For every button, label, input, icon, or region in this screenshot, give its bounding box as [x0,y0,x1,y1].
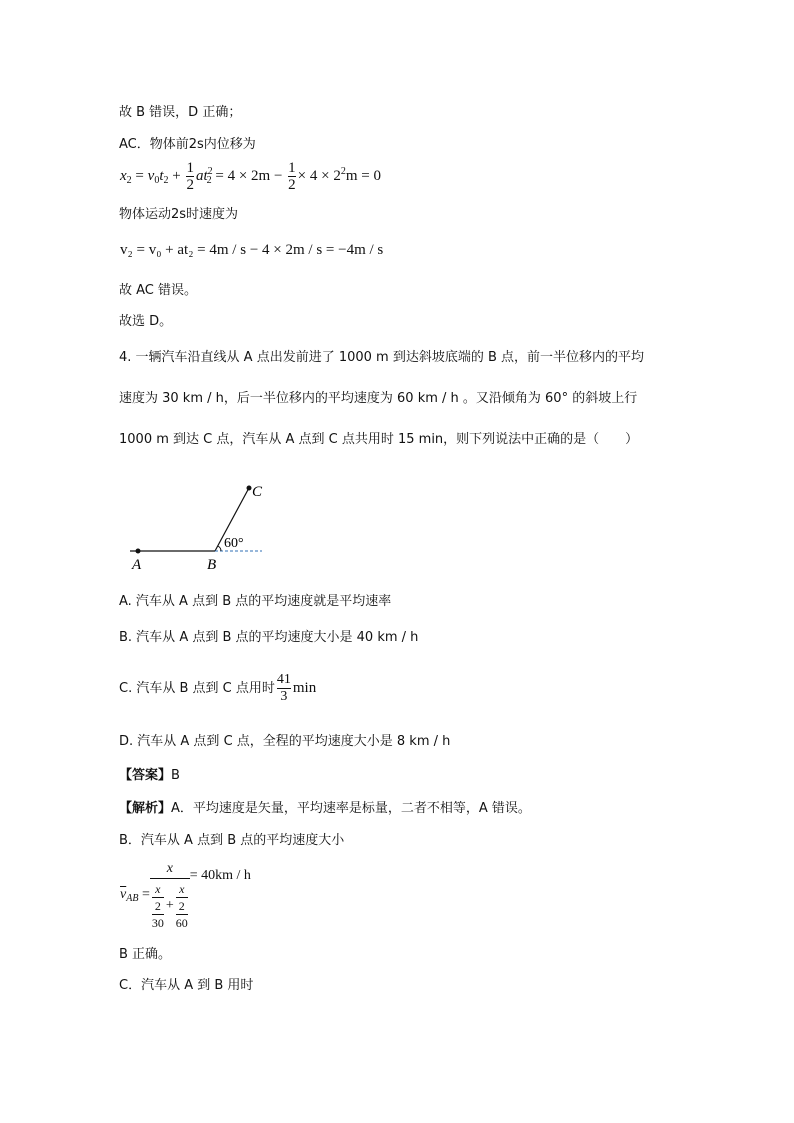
label-c: C [252,484,263,500]
answer-line [119,767,180,785]
angle-arc [218,546,221,551]
option-a: A. 汽车从 A 点到 B 点的平均速度就是平均速率 [119,594,392,609]
analysis-c: C．汽车从 A 到 B 用时 [119,978,254,993]
label-b: B [207,557,217,573]
text-line: 故 AC 错误。 [119,283,198,298]
question-line: 1000 m 到达 C 点，汽车从 A 点到 C 点共用时 15 min，则下列说法中正确的是（ ） [119,432,639,447]
equation-velocity: v₂ = v₀ + at₂ = 4m / s − 4 × 2m / s = −4m / s [120,242,384,258]
equation-displacement: $x_2 = v_0t_2$ + $\frac{1}{2}$ $at^2_2 = 4 \times 2m$ − $\frac{1}{2}$ × $4 \times 2^2m = 0$ [120,160,381,193]
analysis-b-result: B 正确。 [119,947,172,962]
analysis-label: 【解析】 [119,801,172,816]
option-d: D. 汽车从 A 点到 C 点，全程的平均速度大小是 8 km / h [119,734,451,749]
text-line: 故选 D。 [119,314,173,329]
label-a: A [132,557,142,573]
option-c: C. 汽车从 B 点到 C 点用时 $\frac{41}{3}$ min [119,672,317,704]
slope-diagram [120,475,280,575]
analysis-a: 【解析】A．平均速度是矢量，平均速率是标量，二者不相等，A 错误。 [119,801,531,816]
text-line: 物体运动2s时速度为 [119,207,239,222]
question-line: 4. 一辆汽车沿直线从 A 点出发前进了 1000 m 到达斜坡底端的 B 点，前一半位移内的平均 [119,350,645,365]
point-c [247,486,252,491]
equation-average-velocity: $\overline{v}_{AB}$ = x x 2 30 + x 2 60 = 40km / h [120,861,251,930]
answer-value: B [171,768,180,783]
option-b: B. 汽车从 A 点到 B 点的平均速度大小是 40 km / h [119,630,419,645]
answer-label: 【答案】 [119,768,172,783]
analysis-b: B．汽车从 A 点到 B 点的平均速度大小 [119,833,345,848]
text-line: AC．物体前2s内位移为 [119,137,256,152]
text-line: 故 B 错误，D 正确； [119,105,242,120]
question-line: 速度为 30 km / h，后一半位移内的平均速度为 60 km / h 。又沿倾角为 60° 的斜坡上行 [119,391,638,406]
angle-label: 60° [224,536,244,551]
point-a [136,549,141,554]
